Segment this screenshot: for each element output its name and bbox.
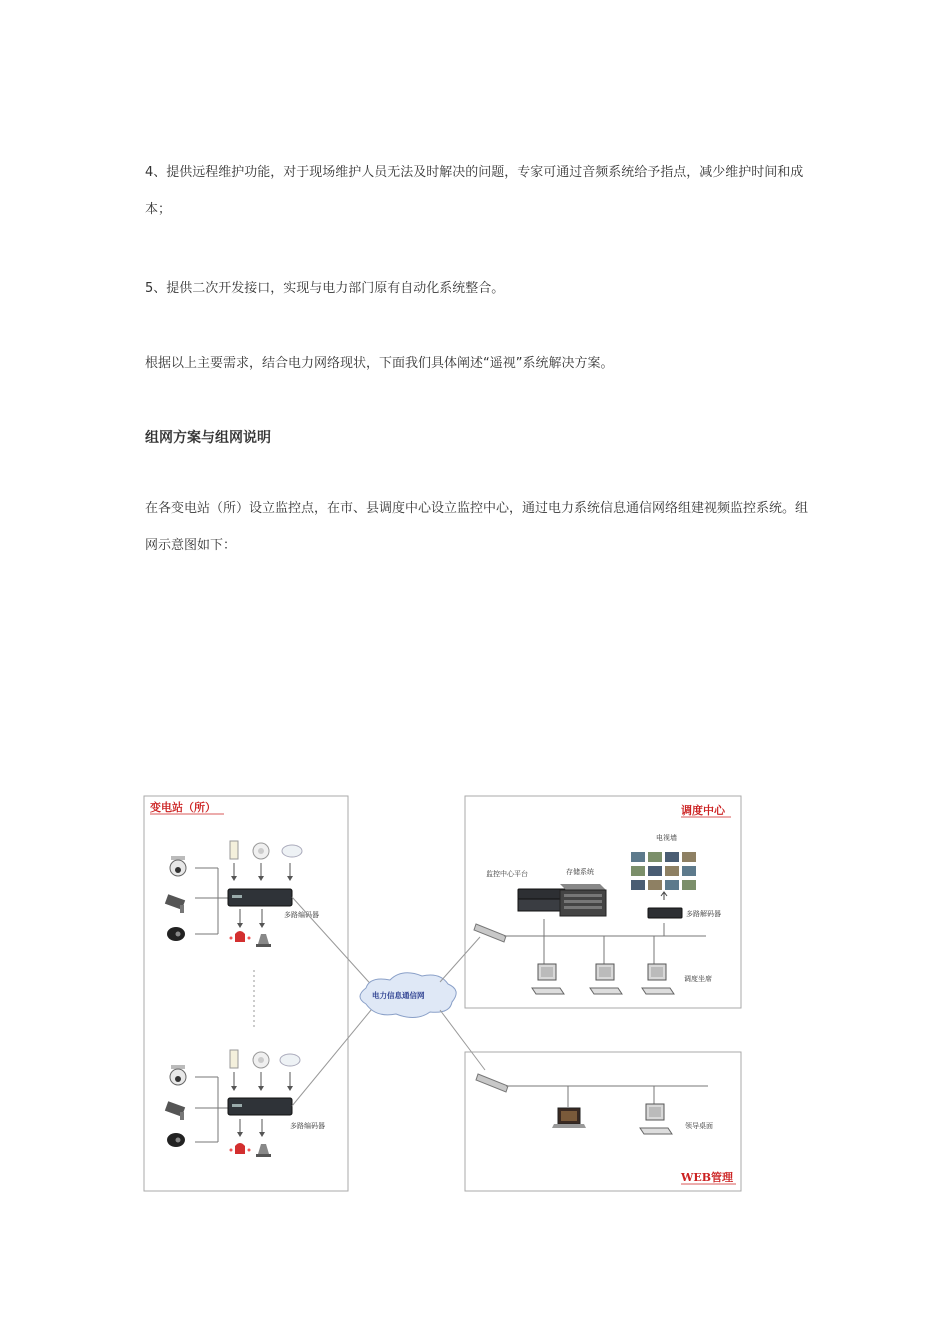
dispatch-title: 调度中心 — [681, 804, 725, 817]
encoder-label: 多路编码器 — [284, 911, 319, 919]
paragraph-item-4: 4、提供远程维护功能，对于现场维护人员无法及时解决的问题，专家可通过音频系统给予指点，减少维护时间和成本； — [145, 165, 804, 217]
platform-label: 监控中心平台 — [486, 870, 528, 878]
substation-title: 变电站（所） — [150, 801, 216, 814]
decoder-device-icon — [648, 908, 682, 918]
paragraph-item-5: 5、提供二次开发接口，实现与电力部门原有自动化系统整合。 — [145, 281, 505, 296]
paragraph-network-intro: 在各变电站（所）设立监控点，在市、县调度中心设立监控中心，通过电力系统信息通信网络组建视频监控系统。组网示意图如下： — [145, 501, 809, 553]
encoder-label: 多路编码器 — [290, 1122, 325, 1130]
storage-array-icon — [560, 884, 606, 916]
hemisphere-camera-icon — [167, 927, 185, 941]
dispatch-seat-label: 调度坐席 — [684, 975, 712, 983]
paragraph-summary: 根据以上主要需求，结合电力网络现状，下面我们具体阐述“遥视”系统解决方案。 — [145, 356, 614, 371]
cloud-label: 电力信息通信网 — [372, 991, 425, 1000]
tv-wall-label: 电视墙 — [656, 834, 677, 842]
decoder-label: 多路解码器 — [686, 910, 721, 918]
network-diagram — [140, 792, 750, 1196]
leader-desktop-label: 领导桌面 — [685, 1122, 713, 1130]
hemisphere-camera-icon — [167, 1133, 185, 1147]
storage-label: 存储系统 — [566, 868, 594, 876]
substation-panel — [144, 796, 348, 1191]
section-heading: 组网方案与组网说明 — [145, 430, 271, 446]
dome-camera-icon — [170, 856, 186, 876]
dome-camera-icon — [170, 1065, 186, 1085]
web-title: WEB管理 — [681, 1171, 734, 1184]
